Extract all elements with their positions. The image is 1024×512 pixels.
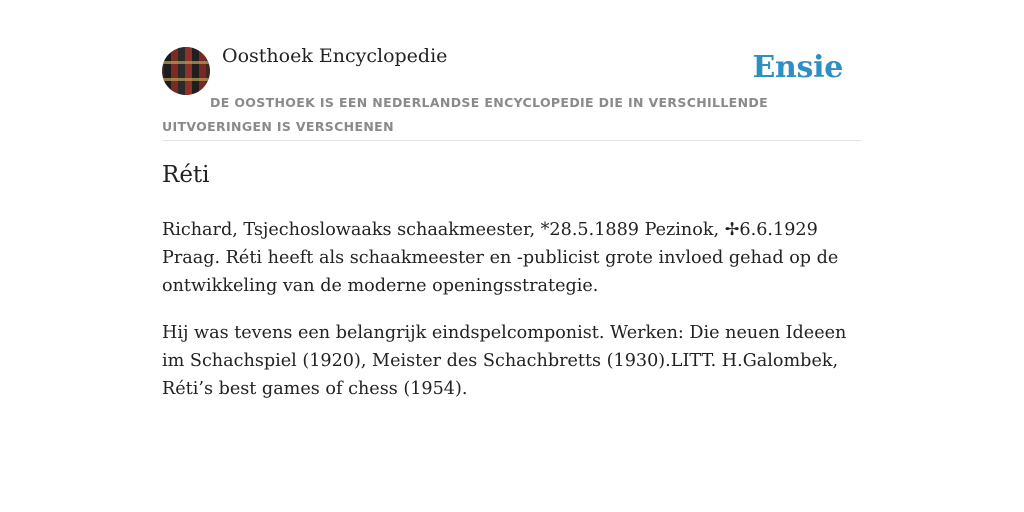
encyclopedia-avatar-icon[interactable] [162, 47, 210, 95]
article-body [162, 216, 862, 422]
book-band-icon [162, 78, 210, 81]
article-title: Réti [162, 162, 210, 188]
book-spine-icon [164, 47, 171, 95]
header [162, 0, 862, 141]
book-spine-icon [178, 47, 185, 95]
ensie-logo-link[interactable]: Ensie [752, 50, 843, 85]
site-tagline: DE OOSTHOEK IS EEN NEDERLANDSE ENCYCLOPEDIE DIE IN VERSCHILLENDE UITVOERINGEN IS VERSCHENEN [162, 95, 768, 134]
article-paragraph: Hij was tevens een belangrijk eindspelcomponist. Werken: Die neuen Ideeen im Schachspiel (1920), Meister des Schachbretts (1930).LITT. H.Galombek, Réti’s best games of chess (1954). [162, 323, 847, 399]
page-container [162, 0, 862, 399]
site-name-link[interactable]: Oosthoek Encyclopedie [222, 45, 448, 67]
book-spine-icon [171, 47, 178, 95]
book-spine-icon [192, 47, 199, 95]
book-spine-icon [185, 47, 192, 95]
book-band-icon [162, 61, 210, 64]
book-spine-icon [199, 47, 206, 95]
article-paragraph: Richard, Tsjechoslowaaks schaakmeester, *28.5.1889 Pezinok, ✢6.6.1929 Praag. Réti heeft als schaakmeester en -publicist grote invloed gehad op de ontwikkeling van de moderne openingsstrategie. [162, 220, 839, 296]
